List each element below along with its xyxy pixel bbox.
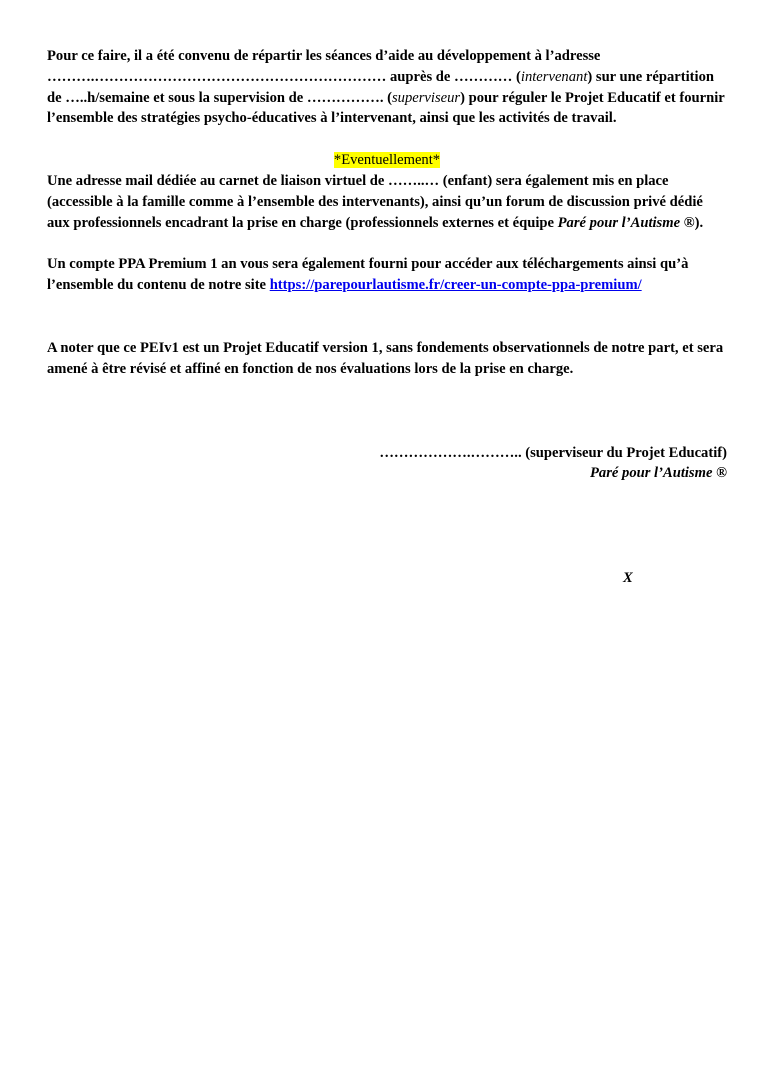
eventuellement-heading: *Eventuellement* (333, 152, 441, 169)
intervenant-label: intervenant (520, 68, 588, 85)
paragraph-note: A noter que ce PEIv1 est un Projet Educatif version 1, sans fondements observationnels de notre part, et sera amené à être révisé et affiné en fonction de nos évaluations lors de la prise en charge. (47, 339, 724, 377)
premium-account-link[interactable]: https://parepourlautisme.fr/creer-un-compte-ppa-premium/ (269, 277, 642, 294)
paragraph-repartition: Pour ce faire, il a été convenu de répartir les séances d’aide au développement à l’adresse ……….…………………………………………………… auprès de ………… (intervenant) sur une répartition de …..h/semaine et sous la supervision de ……………. (superviseur) pour réguler le Projet Educatif et fournir l’ensemble des stratégies psycho-éducatives à l’intervenant, ainsi que les activités de travail. (47, 48, 725, 127)
signature-line: ……………….……….. (superviseur du Projet Educatif) (379, 444, 727, 461)
mark-x: X (623, 570, 633, 587)
superviseur-label: superviseur (392, 89, 461, 106)
signature-brand: Paré pour l’Autisme ® (590, 465, 727, 482)
brand-name: Paré pour l’Autisme ® (557, 214, 695, 231)
paragraph-premium: Un compte PPA Premium 1 an vous sera également fourni pour accéder aux téléchargements ainsi qu’à l’ensemble du contenu de notre site https://parepourlautisme.fr/creer-un-compte-ppa-premium/ (47, 256, 689, 294)
document-page (47, 46, 727, 589)
paragraph-mail: Une adresse mail dédiée au carnet de liaison virtuel de ……..… (enfant) sera également mis en place (accessible à la famille comme à l’ensemble des intervenants), ainsi qu’un forum de discussion privé dédié aux professionnels encadrant la prise en charge (professionnels externes et équipe Paré pour l’Autisme ®). (47, 172, 704, 231)
